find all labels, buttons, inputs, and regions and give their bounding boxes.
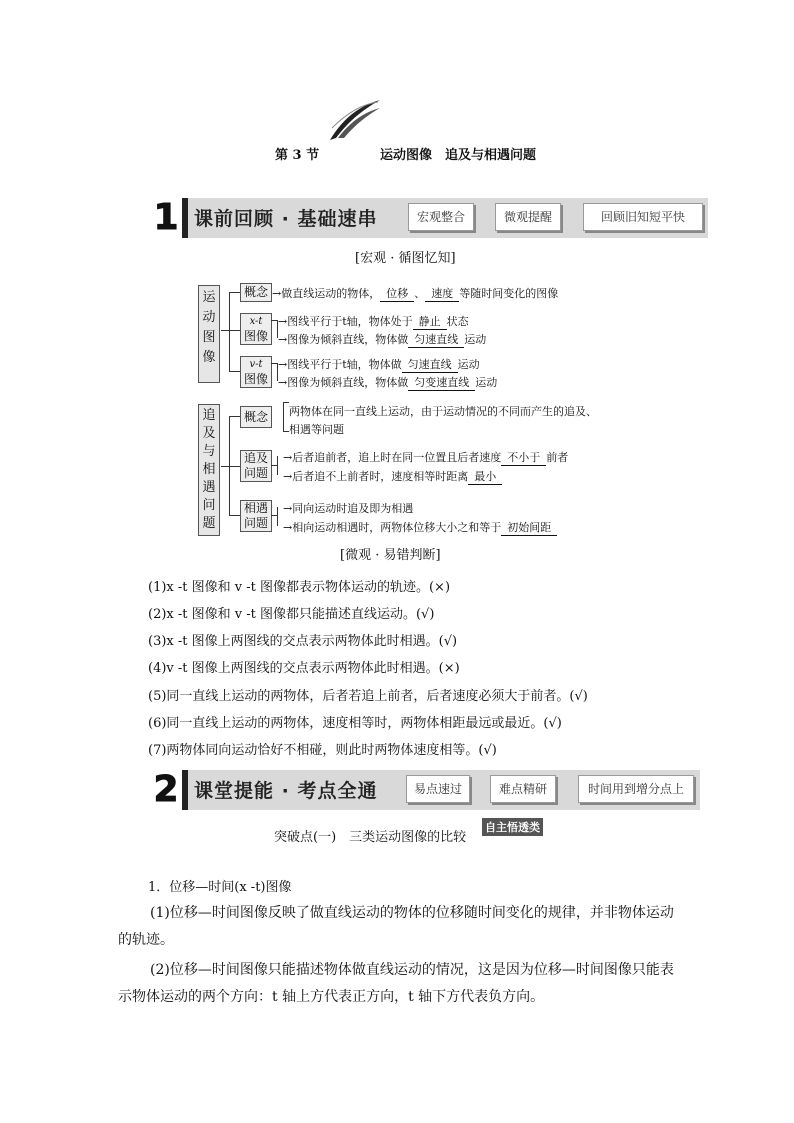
xt-line-1: →图线平行于t轴，物体处于 静止 状态 (278, 315, 469, 328)
section-number: 2 (150, 770, 182, 810)
section-banner-1 (150, 198, 708, 238)
macro-subtitle: [宏观 · 循图忆知] (355, 251, 456, 266)
judgment-item: (3)x -t 图像上两图线的交点表示两物体此时相遇。(√) (148, 634, 458, 649)
judgment-item: (2)x -t 图像和 v -t 图像都只能描述直线运动。(√) (148, 607, 435, 622)
review-button[interactable]: 回顾旧知短平快 (583, 203, 703, 231)
category-motion-graphs: 运 动 图 像 (198, 285, 220, 383)
section-title: 课前回顾 · 基础速串 (194, 208, 378, 230)
xt-graph-box: x-t 图像 (240, 313, 272, 345)
score-points-button[interactable]: 时间用到增分点上 (578, 775, 694, 803)
section-title: 课堂提能 · 考点全通 (194, 780, 378, 802)
hard-points-button[interactable]: 难点精研 (490, 775, 556, 803)
chase-concept-line-1: 两物体在同一直线上运动，由于运动情况的不同而产生的追及、 (289, 405, 597, 418)
chapter-number: 第 3 节 (275, 148, 320, 163)
vt-line-1: →图线平行于t轴，物体做 匀速直线 运动 (278, 358, 480, 371)
paragraph-1-line-1: (1)位移—时间图像反映了做直线运动的物体的位移随时间变化的规律，并非物体运动 (150, 905, 674, 921)
concept-definition: →做直线运动的物体， 位移 、 速度 等随时间变化的图像 (272, 287, 559, 300)
chase-line-1: →后者追前者，追上时在同一位置且后者速度 不小于 前者 (283, 451, 569, 464)
macro-integration-button[interactable]: 宏观整合 (408, 203, 474, 231)
chase-line-2: →后者追不上前者时，速度相等时距离 最小 (283, 468, 502, 485)
chase-concept-line-2: 相遇等问题 (289, 423, 344, 436)
page-title: 运动图像 追及与相遇问题 (380, 148, 537, 163)
micro-subtitle: [微观 · 易错判断] (340, 548, 441, 563)
content-heading: 1．位移—时间(x -t)图像 (148, 880, 292, 895)
judgment-item: (6)同一直线上运动的两物体，速度相等时，两物体相距最远或最近。(√) (148, 716, 562, 731)
meet-problem-box: 相遇 问题 (240, 500, 272, 532)
breakthrough-title: 突破点(一) 三类运动图像的比较 (274, 830, 467, 845)
vt-graph-box: v-t 图像 (240, 356, 272, 388)
concept-box: 概念 (240, 283, 272, 302)
swoosh-logo-icon (328, 98, 382, 142)
paragraph-2-line-2: 示物体运动的两个方向：t 轴上方代表正方向，t 轴下方代表负方向。 (118, 989, 545, 1005)
section-banner-2 (150, 770, 700, 810)
concept-box-2: 概念 (240, 406, 272, 428)
judgment-item: (7)两物体同向运动恰好不相碰，则此时两物体速度相等。(√) (148, 743, 497, 758)
category-chase-meet: 追 及 与 相 遇 问 题 (198, 404, 220, 536)
meet-line-2: →相向运动相遇时，两物体位移大小之和等于 初始间距 (283, 519, 557, 536)
self-study-tag: 自主悟透类 (482, 818, 543, 836)
section-number: 1 (150, 198, 182, 238)
meet-line-1: →同向运动时追及即为相遇 (283, 502, 414, 515)
paragraph-2-line-1: (2)位移—时间图像只能描述物体做直线运动的情况，这是因为位移—时间图像只能表 (150, 962, 674, 978)
paragraph-1-line-2: 的轨迹。 (118, 932, 174, 948)
banner-divider (182, 198, 188, 238)
chase-problem-box: 追及 问题 (240, 450, 272, 482)
micro-reminder-button[interactable]: 微观提醒 (495, 203, 561, 231)
vt-line-2: →图像为倾斜直线，物体做 匀变速直线 运动 (278, 376, 498, 389)
xt-line-2: →图像为倾斜直线，物体做 匀速直线 运动 (278, 333, 487, 346)
judgment-item: (4)v -t 图像上两图线的交点表示两物体此时相遇。(×) (148, 661, 460, 676)
judgment-item: (1)x -t 图像和 v -t 图像都表示物体运动的轨迹。(×) (148, 580, 451, 595)
easy-points-button[interactable]: 易点速过 (406, 775, 470, 803)
judgment-item: (5)同一直线上运动的两物体，后者若追上前者，后者速度必须大于前者。(√) (148, 689, 588, 704)
banner-divider (182, 770, 188, 810)
